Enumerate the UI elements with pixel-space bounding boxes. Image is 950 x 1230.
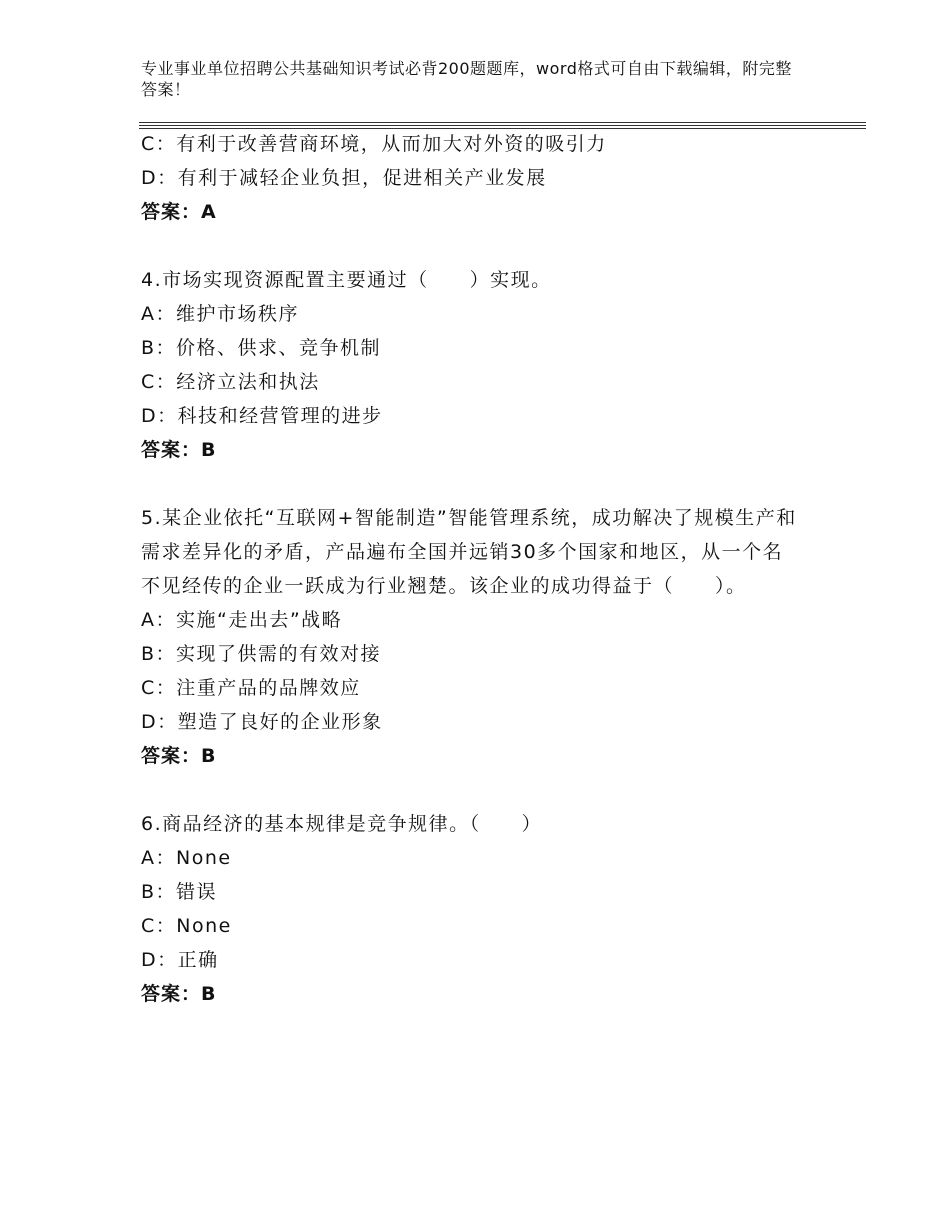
prev-option-d: D：有利于减轻企业负担，促进相关产业发展 <box>141 167 547 189</box>
prev-answer: 答案：A <box>141 201 217 223</box>
q4-option-d: D：科技和经营管理的进步 <box>141 405 383 427</box>
header-divider-top <box>139 122 866 123</box>
q6-option-d: D：正确 <box>141 949 219 971</box>
q6-option-b: B：错误 <box>141 881 218 903</box>
q6-option-c: C：None <box>141 915 232 937</box>
question-6: 6.商品经济的基本规律是竞争规律。（ ） <box>141 813 543 835</box>
q4-option-a: A：维护市场秩序 <box>141 303 299 325</box>
q6-option-a: A：None <box>141 847 232 869</box>
header-divider-middle <box>139 125 866 126</box>
q5-option-a: A：实施“走出去”战略 <box>141 609 343 631</box>
question-content <box>141 127 811 1011</box>
question-4: 4.市场实现资源配置主要通过（ ）实现。 <box>141 269 552 291</box>
question-5: 5.某企业依托“互联网+智能制造”智能管理系统，成功解决了规模生产和需求差异化的矛盾，产品遍布全国并远销30多个国家和地区，从一个名不见经传的企业一跃成为行业翘楚。该企业的成功得益于（ ）。 <box>141 507 797 597</box>
q4-option-b: B：价格、供求、竞争机制 <box>141 337 382 359</box>
q6-answer: 答案：B <box>141 983 217 1005</box>
prev-option-c: C：有利于改善营商环境，从而加大对外资的吸引力 <box>141 133 607 155</box>
q4-option-c: C：经济立法和执法 <box>141 371 320 393</box>
q5-option-b: B：实现了供需的有效对接 <box>141 643 382 665</box>
q5-option-c: C：注重产品的品牌效应 <box>141 677 361 699</box>
q4-answer: 答案：B <box>141 439 217 461</box>
document-header: 专业事业单位招聘公共基础知识考试必背200题题库，word格式可自由下载编辑，附完整答案！ <box>141 59 792 99</box>
q5-answer: 答案：B <box>141 745 217 767</box>
q5-option-d: D：塑造了良好的企业形象 <box>141 711 383 733</box>
